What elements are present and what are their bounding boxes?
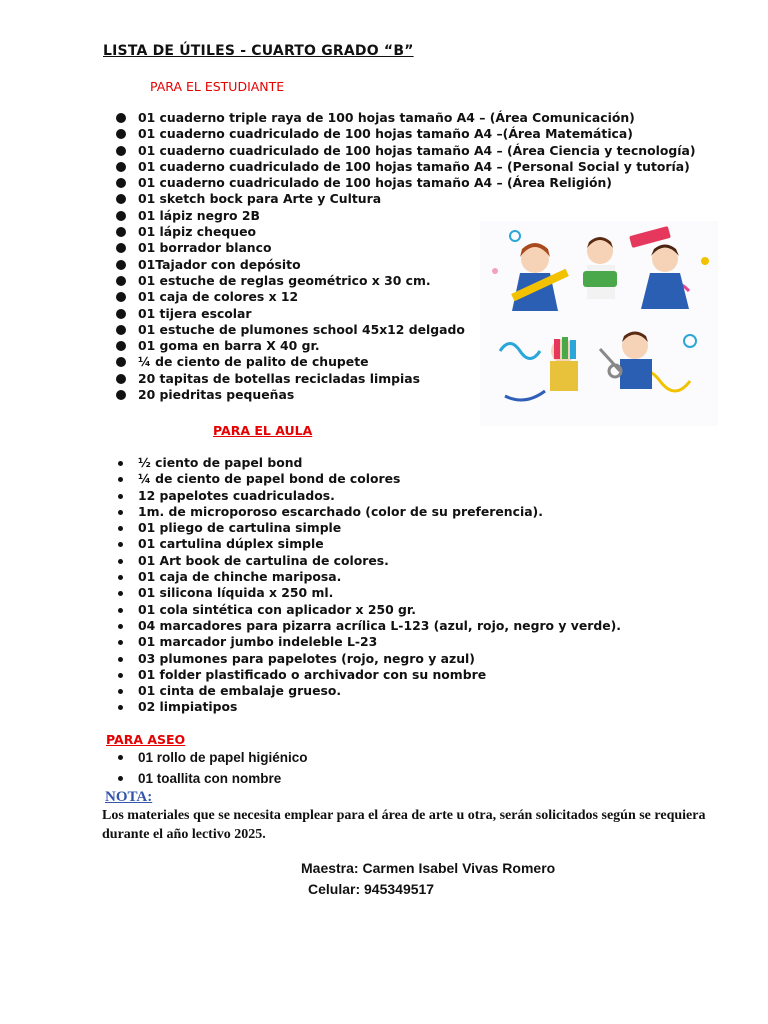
- bullet-icon: [116, 178, 126, 188]
- bullet-icon: [118, 477, 123, 482]
- bullet-icon: [118, 705, 123, 710]
- bullet-icon: [116, 162, 126, 172]
- list-item-text: 01 sketch bock para Arte y Cultura: [138, 191, 382, 207]
- bullet-icon: [118, 776, 123, 781]
- list-item-text: 01 lápiz chequeo: [138, 224, 256, 240]
- list-item: [116, 110, 696, 126]
- bullet-icon: [118, 591, 123, 596]
- bullet-icon: [116, 325, 126, 335]
- list-item-text: 01 cuaderno cuadriculado de 100 hojas tamaño A4 – (Personal Social y tutoría): [138, 158, 690, 174]
- section-heading-classroom: PARA EL AULA: [213, 423, 313, 438]
- list-item: [116, 520, 621, 536]
- bullet-icon: [116, 146, 126, 156]
- bullet-icon: [118, 640, 123, 645]
- list-item-text: 01 silicona líquida x 250 ml.: [138, 585, 334, 601]
- bullet-icon: [116, 374, 126, 384]
- list-item-text: 1m. de microporoso escarchado (color de su preferencia).: [138, 503, 543, 519]
- list-item-text: 01 cartulina dúplex simple: [138, 536, 324, 552]
- list-item: [116, 667, 621, 683]
- list-item-text: 01 cuaderno cuadriculado de 100 hojas tamaño A4 – (Área Religión): [138, 175, 612, 191]
- bullet-icon: [116, 390, 126, 400]
- bullet-icon: [118, 494, 123, 499]
- bullet-icon: [118, 624, 123, 629]
- list-item: [116, 651, 621, 667]
- list-item-text: 01 tijera escolar: [138, 305, 252, 321]
- list-item: [116, 553, 621, 569]
- list-item: [116, 159, 696, 175]
- bullet-icon: [116, 227, 126, 237]
- list-item-text: 01 cuaderno triple raya de 100 hojas tamaño A4 – (Área Comunicación): [138, 110, 635, 125]
- list-item: [116, 602, 621, 618]
- list-item: [116, 618, 621, 634]
- bullet-icon: [116, 113, 126, 123]
- bullet-icon: [118, 542, 123, 547]
- bullet-icon: [118, 689, 123, 694]
- list-item: [116, 488, 621, 504]
- teacher-phone: Celular: 945349517: [308, 881, 435, 897]
- list-item: [116, 455, 621, 471]
- bullet-icon: [116, 260, 126, 270]
- list-item-text: 01 cuaderno cuadriculado de 100 hojas tamaño A4 – (Área Ciencia y tecnología): [138, 142, 696, 158]
- list-item-text: 01 caja de colores x 12: [138, 289, 299, 305]
- bullet-icon: [118, 608, 123, 613]
- list-item: [116, 699, 621, 715]
- list-item: [116, 175, 696, 191]
- note-heading: NOTA:: [105, 789, 153, 805]
- list-item-text: 20 piedritas pequeñas: [138, 387, 295, 403]
- list-item-text: 01 caja de chinche mariposa.: [138, 569, 342, 585]
- list-item: [116, 504, 621, 520]
- bullet-icon: [116, 194, 126, 204]
- list-item-text: ¼ de ciento de palito de chupete: [138, 354, 369, 370]
- list-item: [116, 585, 621, 601]
- list-item-text: 01 rollo de papel higiénico: [138, 750, 308, 765]
- children-school-supplies-illustration: [480, 221, 718, 426]
- bullet-icon: [116, 341, 126, 351]
- teacher-name: Maestra: Carmen Isabel Vivas Romero: [301, 860, 556, 876]
- list-item-text: 12 papelotes cuadriculados.: [138, 487, 335, 503]
- list-item-text: 01 marcador jumbo indeleble L-23: [138, 634, 378, 650]
- bullet-icon: [118, 510, 123, 515]
- list-item: [116, 471, 621, 487]
- list-item-text: 01Tajador con depósito: [138, 256, 301, 272]
- bullet-icon: [118, 559, 123, 564]
- bullet-icon: [118, 461, 123, 466]
- note-text: Los materiales que se necesita emplear para el área de arte u otra, serán solicitados según se requiera durante el año lectivo 2025.: [102, 808, 706, 842]
- list-item: [116, 569, 621, 585]
- classroom-supplies-list: [116, 455, 621, 716]
- bullet-icon: [118, 673, 123, 678]
- bullet-icon: [116, 211, 126, 221]
- list-item-text: 01 cinta de embalaje grueso.: [138, 683, 342, 699]
- list-item-text: 01 toallita con nombre: [138, 771, 282, 786]
- document-title: LISTA DE ÚTILES - CUARTO GRADO “B”: [103, 43, 414, 59]
- list-item-text: 01 goma en barra X 40 gr.: [138, 338, 320, 354]
- bullet-icon: [118, 755, 123, 760]
- bullet-icon: [118, 657, 123, 662]
- bullet-icon: [116, 292, 126, 302]
- bullet-icon: [118, 575, 123, 580]
- list-item: [116, 191, 696, 207]
- bullet-icon: [116, 129, 126, 139]
- list-item: [116, 768, 308, 789]
- list-item-text: 03 plumones para papelotes (rojo, negro y azul): [138, 650, 475, 666]
- list-item: [116, 536, 621, 552]
- list-item-text: 01 Art book de cartulina de colores.: [138, 552, 389, 568]
- bullet-icon: [116, 276, 126, 286]
- list-item-text: 01 pliego de cartulina simple: [138, 520, 342, 536]
- list-item-text: 01 estuche de plumones school 45x12 delgado: [138, 321, 465, 337]
- bullet-icon: [116, 243, 126, 253]
- list-item-text: 01 estuche de reglas geométrico x 30 cm.: [138, 272, 431, 288]
- list-item: [116, 634, 621, 650]
- list-item-text: 01 borrador blanco: [138, 240, 272, 256]
- list-item-text: ¼ de ciento de papel bond de colores: [138, 471, 401, 487]
- list-item-text: 01 lápiz negro 2B: [138, 207, 260, 223]
- list-item-text: 04 marcadores para pizarra acrílica L-123 (azul, rojo, negro y verde).: [138, 617, 622, 633]
- hygiene-supplies-list: [116, 747, 308, 789]
- bullet-icon: [116, 357, 126, 367]
- list-item-text: ½ ciento de papel bond: [138, 455, 303, 470]
- list-item-text: 01 cuaderno cuadriculado de 100 hojas tamaño A4 –(Área Matemática): [138, 126, 633, 142]
- section-heading-hygiene: PARA ASEO: [106, 732, 186, 747]
- list-item-text: 02 limpiatipos: [138, 699, 238, 715]
- list-item-text: 20 tapitas de botellas recicladas limpias: [138, 370, 421, 386]
- list-item: [116, 747, 308, 768]
- list-item-text: 01 cola sintética con aplicador x 250 gr.: [138, 601, 416, 617]
- list-item-text: 01 folder plastificado o archivador con su nombre: [138, 666, 487, 682]
- list-item: [116, 143, 696, 159]
- list-item: [116, 126, 696, 142]
- list-item: [116, 683, 621, 699]
- section-heading-student: PARA EL ESTUDIANTE: [150, 79, 285, 94]
- bullet-icon: [118, 526, 123, 531]
- bullet-icon: [116, 309, 126, 319]
